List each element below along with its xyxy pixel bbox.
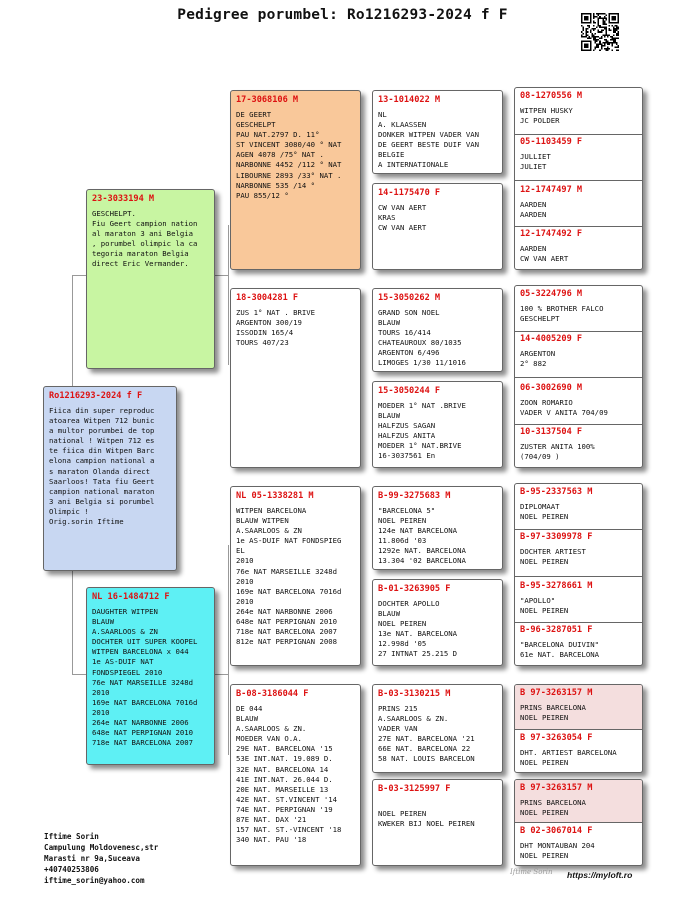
ancestor-entry (515, 730, 642, 773)
ancestor-pair-card (514, 779, 643, 866)
ancestor-notes: AARDEN AARDEN (520, 200, 547, 220)
great-grandparent-ring: 13-1014022 M (378, 95, 441, 105)
grandparent-notes: DE 044 BLAUW A.SAARLOOS & ZN. MOEDER VAN O.A. 29E NAT. BARCELONA '15 53E INT.NAT. 19.089 D. 32E NAT. BARCELONA 14 41E INT.NAT. 26.044 D. 20E NAT. MARSEILLE 13 42E NAT. ST.VINCENT '14 74E NAT. PERPIGNAN '19 87E NAT. DAX '21 157 NAT. ST.-VINCENT '18 340 NAT. PAU '18 (236, 704, 342, 845)
divider (515, 226, 642, 227)
sire-notes: GESCHELPT. Fiu Geert campion nation al maraton 3 ani Belgia , porumbel olimpic la ca tegoria maraton Belgia direct Eric Vermander. (92, 209, 198, 269)
dam-card (86, 587, 215, 765)
ancestor-ring: B 97-3263157 M (520, 783, 593, 793)
divider (515, 622, 642, 623)
ancestor-entry (515, 823, 642, 866)
ancestor-notes: DIPLOMAAT NOEL PEIREN (520, 502, 569, 522)
ancestor-entry (515, 136, 642, 180)
great-grandparent-ring: 14-1175470 F (378, 188, 441, 198)
ancestor-ring: B 97-3263054 F (520, 733, 593, 743)
great-grandparent-ring: B-03-3125997 F (378, 784, 451, 794)
ancestor-entry (515, 685, 642, 729)
subject-ring: Ro1216293-2024 f F (49, 391, 143, 401)
ancestor-notes: ARGENTON 2° 882 (520, 349, 556, 369)
great-grandparent-notes: CW VAN AERT KRAS CW VAN AERT (378, 203, 427, 233)
sire-card (86, 189, 215, 369)
ancestor-entry (515, 288, 642, 332)
ancestor-ring: B 02-3067014 F (520, 826, 593, 836)
divider (515, 529, 642, 530)
grandparent-card (230, 684, 361, 866)
grandparent-notes: ZUS 1° NAT . BRIVE ARGENTON 300/19 ISSODIN 165/4 TOURS 407/23 (236, 308, 316, 348)
ancestor-notes: JULLIET JULIET (520, 152, 551, 172)
grandparent-card (230, 486, 361, 666)
subject-notes: Fiica din super reproduc atoarea Witpen 712 bunic a multor porumbei de top national ! Witpen 712 es te fiica din Witpen Barc elona campion national a s maraton Olanda direct Saarloos! Tata fiu Geert campion national maraton 3 ani Belgia si porumbel Olimpic ! Orig.sorin Iftime (49, 406, 155, 527)
divider (515, 134, 642, 135)
sire-ring: 23-3033194 M (92, 194, 155, 204)
ancestor-pair-card (514, 684, 643, 773)
ancestor-ring: 06-3002690 M (520, 383, 583, 393)
ancestor-notes: DHT MONTAUBAN 204 NOEL PEIREN (520, 841, 595, 861)
divider (515, 180, 642, 181)
ancestor-entry (515, 780, 642, 822)
ancestor-notes: ZUSTER ANITA 100% (704/09 ) (520, 442, 595, 462)
great-grandparent-notes: NL A. KLAASSEN DONKER WITPEN VADER VAN DE GEERT BESTE DUIF VAN BELGIE A INTERNATIONALE (378, 110, 480, 170)
great-grandparent-card (372, 579, 503, 666)
grandparent-ring: 18-3004281 F (236, 293, 299, 303)
great-grandparent-ring: B-01-3263905 F (378, 584, 451, 594)
ancestor-notes: DHT. ARTIEST BARCELONA NOEL PEIREN (520, 748, 617, 768)
ancestor-entry (515, 184, 642, 228)
great-grandparent-ring: 15-3050262 M (378, 293, 441, 303)
connector-line (215, 275, 229, 276)
ancestor-entry (515, 382, 642, 426)
great-grandparent-card (372, 90, 503, 174)
connector-line (72, 275, 86, 276)
ancestor-pair-card (514, 87, 643, 270)
dam-notes: DAUGHTER WITPEN BLAUW A.SAARLOOS & ZN DOCHTER UIT SUPER KOOPEL WITPEN BARCELONA x 044 1e AS-DUIF NAT FONDSPIEGEL 2010 76e NAT MARSEILLE 3248d 2010 169e NAT BARCELONA 7016d 2010 264e NAT NARBONNE 2006 648e NAT PERPIGNAN 2010 718e NAT BARCELONA 2007 (92, 607, 198, 748)
website-link[interactable]: https://myloft.ro (567, 870, 633, 880)
ancestor-ring: 14-4005209 F (520, 334, 583, 344)
great-grandparent-card (372, 381, 503, 468)
great-grandparent-card (372, 486, 503, 570)
grandparent-ring: NL 05-1338281 M (236, 491, 314, 501)
ancestor-ring: B-95-3278661 M (520, 581, 593, 591)
ancestor-entry (515, 580, 642, 624)
breeder-contact: Iftime Sorin Campulung Moldovenesc,str Marasti nr 9a,Suceava +40740253806 iftime_sorin@yahoo.com (44, 832, 159, 885)
connector-line (228, 545, 229, 755)
ancestor-notes: "APOLLO" NOEL PEIREN (520, 596, 569, 616)
grandparent-ring: 17-3068106 M (236, 95, 299, 105)
ancestor-notes: 100 % BROTHER FALCO GESCHELPT (520, 304, 604, 324)
ancestor-notes: AARDEN CW VAN AERT (520, 244, 569, 264)
ancestor-notes: PRINS BARCELONA NOEL PEIREN (520, 798, 586, 818)
qr-code (581, 13, 619, 51)
great-grandparent-notes: GRAND SON NOEL BLAUW TOURS 16/414 CHATEAUROUX 80/1035 ARGENTON 6/496 LIMOGES 1/30 11/1016 (378, 308, 466, 368)
grandparent-card (230, 90, 361, 270)
ancestor-ring: 05-3224796 M (520, 289, 583, 299)
great-grandparent-card (372, 288, 503, 372)
divider (515, 576, 642, 577)
connector-line (228, 225, 229, 365)
great-grandparent-notes: MOEDER 1° NAT .BRIVE BLAUW HALFZUS SAGAN HALFZUS ANITA MOEDER 1° NAT.BRIVE 16-3037561 En (378, 401, 466, 461)
ancestor-entry (515, 486, 642, 530)
great-grandparent-notes: DOCHTER APOLLO BLAUW NOEL PEIREN 13e NAT. BARCELONA 12.998d '05 27 INTNAT 25.215 D (378, 599, 458, 659)
great-grandparent-card (372, 779, 503, 866)
grandparent-notes: WITPEN BARCELONA BLAUW WITPEN A.SAARLOOS & ZN 1e AS-DUIF NAT FONDSPIEG EL 2010 76e NAT MARSEILLE 3248d 2010 169e NAT BARCELONA 7016d 2010 264e NAT NARBONNE 2006 648e NAT PERPIGNAN 2010 718e NAT BARCELONA 2007 812e NAT PERPIGNAN 2008 (236, 506, 342, 647)
signature: Iftime Sorin (510, 868, 553, 876)
great-grandparent-card (372, 183, 503, 270)
ancestor-ring: 12-1747497 M (520, 185, 583, 195)
grandparent-notes: DE GEERT GESCHELPT PAU NAT.2797 D. 11° ST VINCENT 3080/40 ° NAT AGEN 4078 /75° NAT . NARBONNE 4452 /112 ° NAT LIBOURNE 2893 /33° NAT . NARBONNE 535 /14 ° PAU 855/12 ° (236, 110, 342, 200)
ancestor-entry (515, 228, 642, 270)
ancestor-notes: PRINS BARCELONA NOEL PEIREN (520, 703, 586, 723)
grandparent-card (230, 288, 361, 468)
ancestor-entry (515, 624, 642, 666)
ancestor-ring: 10-3137504 F (520, 427, 583, 437)
ancestor-entry (515, 531, 642, 575)
connector-line (215, 674, 229, 675)
ancestor-ring: B-97-3309978 F (520, 532, 593, 542)
ancestor-pair-card (514, 483, 643, 666)
ancestor-ring: 08-1270556 M (520, 91, 583, 101)
ancestor-entry (515, 426, 642, 468)
ancestor-notes: DOCHTER ARTIEST NOEL PEIREN (520, 547, 586, 567)
divider (515, 424, 642, 425)
ancestor-ring: B-96-3287051 F (520, 625, 593, 635)
ancestor-notes: ZOON ROMARIO VADER V ANITA 704/09 (520, 398, 608, 418)
divider (515, 331, 642, 332)
ancestor-notes: WITPEN HUSKY JC POLDER (520, 106, 573, 126)
ancestor-ring: 05-1103459 F (520, 137, 583, 147)
great-grandparent-ring: 15-3050244 F (378, 386, 441, 396)
divider (515, 377, 642, 378)
dam-ring: NL 16-1484712 F (92, 592, 170, 602)
ancestor-pair-card (514, 285, 643, 468)
ancestor-ring: 12-1747492 F (520, 229, 583, 239)
great-grandparent-ring: B-99-3275683 M (378, 491, 451, 501)
ancestor-ring: B 97-3263157 M (520, 688, 593, 698)
subject-card (43, 386, 177, 571)
grandparent-ring: B-08-3186044 F (236, 689, 309, 699)
great-grandparent-notes: PRINS 215 A.SAARLOOS & ZN. VADER VAN 27E NAT. BARCELONA '21 66E NAT. BARCELONA 22 58 NAT. LOUIS BARCELON (378, 704, 475, 764)
ancestor-entry (515, 333, 642, 377)
ancestor-ring: B-95-2337563 M (520, 487, 593, 497)
great-grandparent-ring: B-03-3130215 M (378, 689, 451, 699)
great-grandparent-notes: "BARCELONA 5" NOEL PEIREN 124e NAT BARCELONA 11.806d '03 1292e NAT. BARCELONA 13.304 '02 BARCELONA (378, 506, 466, 566)
great-grandparent-notes: NOEL PEIREN KWEKER BIJ NOEL PEIREN (378, 809, 475, 829)
page-title: Pedigree porumbel: Ro1216293-2024 f F (177, 7, 508, 23)
great-grandparent-card (372, 684, 503, 773)
ancestor-notes: "BARCELONA DUIVIN" 61e NAT. BARCELONA (520, 640, 600, 660)
